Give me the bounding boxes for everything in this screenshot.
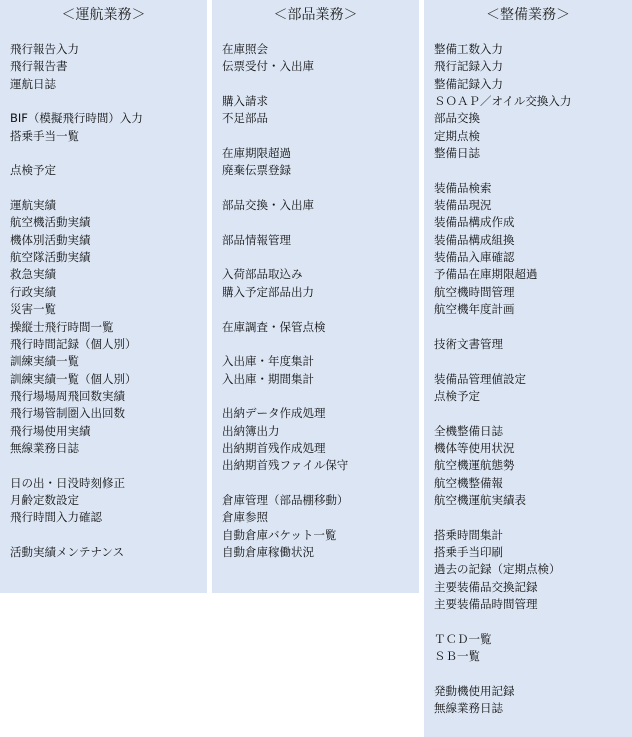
group-spacer xyxy=(222,128,349,145)
menu-item[interactable]: 装備品管理値設定 xyxy=(434,371,526,386)
menu-item[interactable]: 出納期首残作成処理 xyxy=(222,440,326,455)
group-spacer xyxy=(222,301,349,318)
menu-item[interactable]: 伝票受付・入出庫 xyxy=(222,59,314,74)
menu-item[interactable]: 主要装備品交換記録 xyxy=(434,579,538,594)
menu-item[interactable]: 主要装備品時間管理 xyxy=(434,597,538,611)
menu-item[interactable]: 運航日誌 xyxy=(10,76,56,91)
menu-item[interactable]: 装備品現況 xyxy=(434,198,492,213)
menu-item[interactable]: 飛行時間入力確認 xyxy=(10,510,102,525)
menu-item[interactable]: ＳＢ一覧 xyxy=(434,649,480,664)
menu-item[interactable]: 部品交換 xyxy=(434,111,480,126)
menu-item[interactable]: 全機整備日誌 xyxy=(434,423,503,438)
menu-item[interactable]: 技術文書管理 xyxy=(434,336,503,351)
menu-item[interactable]: 飛行場使用実績 xyxy=(10,423,91,438)
menu-item[interactable]: 装備品入庫確認 xyxy=(434,250,515,265)
menu-list xyxy=(222,41,349,561)
menu-item[interactable]: 災害一覧 xyxy=(10,302,56,317)
menu-item[interactable]: 発動機使用記録 xyxy=(434,683,515,698)
menu-item[interactable]: 購入予定部品出力 xyxy=(222,284,314,299)
group-spacer xyxy=(10,457,143,474)
menu-item[interactable]: 出納データ作成処理 xyxy=(222,406,326,421)
menu-item[interactable]: 倉庫管理（部品棚移動） xyxy=(222,492,349,507)
group-spacer xyxy=(222,214,349,231)
group-spacer xyxy=(434,665,571,682)
menu-item[interactable]: 倉庫参照 xyxy=(222,510,268,525)
column-title: ＜運航業務＞ xyxy=(61,7,146,23)
group-spacer xyxy=(222,76,349,93)
column-operations xyxy=(0,0,207,593)
menu-item[interactable]: ＴＣＤ一覧 xyxy=(434,631,492,646)
menu-item[interactable]: 装備品検索 xyxy=(434,180,492,195)
menu-item[interactable]: 整備工数入力 xyxy=(434,42,503,56)
column-title: ＜部品業務＞ xyxy=(273,7,358,23)
group-spacer xyxy=(434,319,571,336)
menu-item[interactable]: 定期点検 xyxy=(434,128,480,143)
group-spacer xyxy=(434,353,571,370)
menu-item[interactable]: 点検予定 xyxy=(434,388,480,403)
group-spacer xyxy=(222,249,349,266)
menu-item[interactable]: 行政実績 xyxy=(10,284,56,299)
menu-list xyxy=(10,41,143,561)
menu-item[interactable]: 操縦士飛行時間一覧 xyxy=(10,319,114,334)
menu-item[interactable]: 日の出・日没時刻修正 xyxy=(10,475,125,490)
menu-item[interactable]: 点検予定 xyxy=(10,163,56,178)
menu-item[interactable]: 機体別活動実績 xyxy=(10,232,91,247)
menu-item[interactable]: 出納期首残ファイル保守 xyxy=(222,458,349,473)
column-title: ＜整備業務＞ xyxy=(486,7,570,23)
group-spacer xyxy=(10,93,143,110)
menu-item[interactable]: 搭乗手当印刷 xyxy=(434,544,503,559)
menu-item[interactable]: 搭乗手当一覧 xyxy=(10,128,79,143)
group-spacer xyxy=(222,475,349,492)
menu-item[interactable]: 出納簿出力 xyxy=(222,423,280,438)
menu-item[interactable]: 航空機時間管理 xyxy=(434,284,515,299)
menu-item[interactable]: 飛行記録入力 xyxy=(434,59,503,74)
group-spacer xyxy=(10,180,143,197)
menu-item[interactable]: 航空機運航実績表 xyxy=(434,492,526,507)
menu-item[interactable]: 機体等使用状況 xyxy=(434,440,515,455)
menu-item[interactable]: 運航実績 xyxy=(10,198,56,213)
menu-item[interactable]: 航空隊活動実績 xyxy=(10,250,91,265)
menu-item[interactable]: 在庫調査・保管点検 xyxy=(222,319,326,334)
menu-list xyxy=(434,41,571,717)
menu-item[interactable]: 入荷部品取込み xyxy=(222,267,303,282)
menu-item[interactable]: 予備品在庫期限超過 xyxy=(434,267,538,282)
group-spacer xyxy=(222,180,349,197)
menu-item[interactable]: 過去の記録（定期点検） xyxy=(434,562,561,577)
menu-item[interactable]: 在庫期限超過 xyxy=(222,146,291,161)
menu-item[interactable]: 在庫照会 xyxy=(222,42,268,56)
group-spacer xyxy=(10,527,143,544)
menu-item[interactable]: 購入請求 xyxy=(222,94,268,109)
menu-item[interactable]: BIF（模擬飛行時間）入力 xyxy=(10,111,143,126)
group-spacer xyxy=(222,388,349,405)
menu-item[interactable]: 入出庫・年度集計 xyxy=(222,354,314,369)
menu-item[interactable]: 装備品構成作成 xyxy=(434,215,515,230)
group-spacer xyxy=(434,613,571,630)
menu-item[interactable]: 自動倉庫バケット一覧 xyxy=(222,527,337,542)
menu-item[interactable]: 整備記録入力 xyxy=(434,76,503,91)
menu-item[interactable]: 入出庫・期間集計 xyxy=(222,371,314,386)
menu-item[interactable]: 部品交換・入出庫 xyxy=(222,198,314,213)
menu-item[interactable]: 航空機活動実績 xyxy=(10,215,91,230)
group-spacer xyxy=(434,405,571,422)
menu-item[interactable]: 部品情報管理 xyxy=(222,232,291,247)
menu-item[interactable]: ＳＯＡＰ／オイル交換入力 xyxy=(434,94,572,109)
menu-item[interactable]: 整備日誌 xyxy=(434,146,480,161)
menu-item[interactable]: 装備品構成組換 xyxy=(434,232,515,247)
menu-item[interactable]: 不足部品 xyxy=(222,111,268,126)
column-parts xyxy=(212,0,419,593)
menu-item[interactable]: 飛行時間記録（個人別） xyxy=(10,336,137,351)
menu-item[interactable]: 飛行報告書 xyxy=(10,59,68,74)
menu-item[interactable]: 飛行報告入力 xyxy=(10,42,79,56)
menu-item[interactable]: 救急実績 xyxy=(10,267,56,282)
menu-item[interactable]: 訓練実績一覧（個人別） xyxy=(10,371,137,386)
menu-item[interactable]: 訓練実績一覧 xyxy=(10,354,79,369)
group-spacer xyxy=(434,509,571,526)
group-spacer xyxy=(10,145,143,162)
group-spacer xyxy=(434,162,571,179)
menu-item[interactable]: 活動実績メンテナンス xyxy=(10,544,125,559)
menu-item[interactable]: 廃棄伝票登録 xyxy=(222,163,291,178)
column-maintenance xyxy=(424,0,632,737)
menu-item[interactable]: 飛行場管制圏入出回数 xyxy=(10,406,125,421)
menu-item[interactable]: 航空機整備報 xyxy=(434,475,503,490)
menu-item[interactable]: 無線業務日誌 xyxy=(10,440,79,455)
menu-item[interactable]: 無線業務日誌 xyxy=(434,701,503,716)
menu-item[interactable]: 搭乗時間集計 xyxy=(434,527,503,542)
menu-item[interactable]: 航空機年度計画 xyxy=(434,302,515,317)
menu-item[interactable]: 飛行場場周飛回数実績 xyxy=(10,388,125,403)
menu-item[interactable]: 自動倉庫稼働状況 xyxy=(222,544,314,559)
menu-item[interactable]: 月齢定数設定 xyxy=(10,492,79,507)
menu-item[interactable]: 航空機運航態勢 xyxy=(434,458,515,473)
group-spacer xyxy=(222,336,349,353)
